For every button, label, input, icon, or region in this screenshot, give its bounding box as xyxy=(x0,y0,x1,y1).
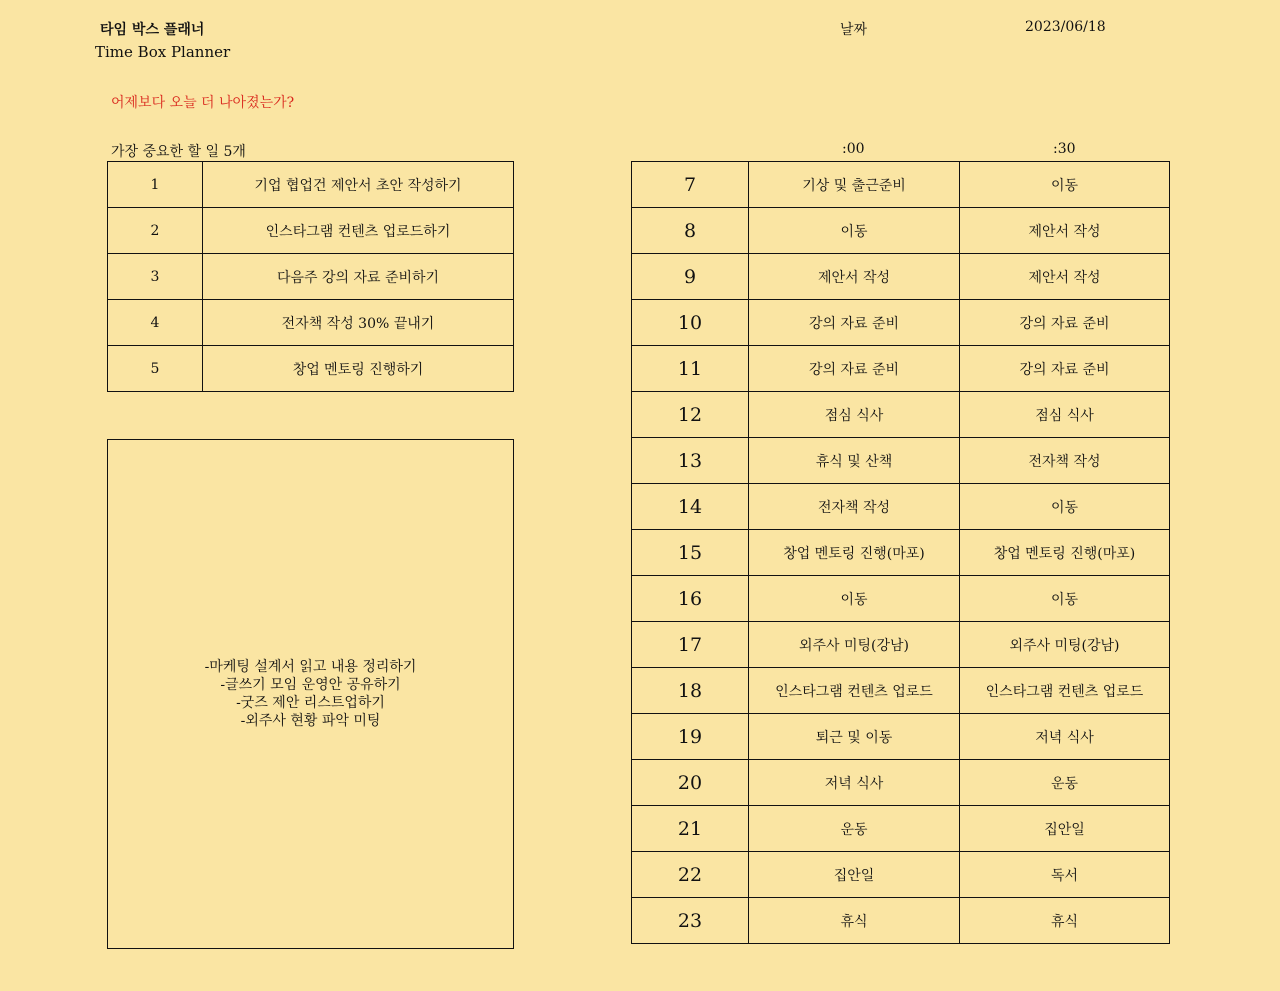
schedule-row xyxy=(632,300,1170,346)
schedule-slot-00[interactable]: 휴식 xyxy=(749,898,960,944)
schedule-slot-30[interactable]: 제안서 작성 xyxy=(960,208,1170,254)
schedule-hour: 12 xyxy=(632,392,749,438)
schedule-slot-00[interactable]: 운동 xyxy=(749,806,960,852)
schedule-table xyxy=(631,161,1170,944)
top5-task[interactable]: 다음주 강의 자료 준비하기 xyxy=(203,254,514,300)
schedule-slot-30[interactable]: 전자책 작성 xyxy=(960,438,1170,484)
top5-table xyxy=(107,161,514,392)
schedule-slot-00[interactable]: 이동 xyxy=(749,208,960,254)
top5-number: 3 xyxy=(108,254,203,300)
schedule-slot-30[interactable]: 점심 식사 xyxy=(960,392,1170,438)
top5-number: 1 xyxy=(108,162,203,208)
schedule-hour: 13 xyxy=(632,438,749,484)
schedule-slot-30[interactable]: 독서 xyxy=(960,852,1170,898)
schedule-hour: 19 xyxy=(632,714,749,760)
schedule-slot-30[interactable]: 운동 xyxy=(960,760,1170,806)
memo-line: -외주사 현황 파악 미팅 xyxy=(240,713,381,729)
schedule-hour: 8 xyxy=(632,208,749,254)
schedule-hour: 23 xyxy=(632,898,749,944)
motto: 어제보다 오늘 더 나아졌는가? xyxy=(111,95,295,111)
memo-line: -마케팅 설계서 읽고 내용 정리하기 xyxy=(204,659,417,675)
schedule-slot-30[interactable]: 창업 멘토링 진행(마포) xyxy=(960,530,1170,576)
top5-task[interactable]: 기업 협업건 제안서 초안 작성하기 xyxy=(203,162,514,208)
memo-line: -굿즈 제안 리스트업하기 xyxy=(236,695,385,711)
schedule-slot-30[interactable]: 휴식 xyxy=(960,898,1170,944)
top5-row xyxy=(108,254,514,300)
schedule-slot-00[interactable]: 창업 멘토링 진행(마포) xyxy=(749,530,960,576)
schedule-slot-00[interactable]: 이동 xyxy=(749,576,960,622)
top5-task[interactable]: 창업 멘토링 진행하기 xyxy=(203,346,514,392)
schedule-row xyxy=(632,162,1170,208)
date-value: 2023/06/18 xyxy=(1025,19,1106,35)
schedule-hour: 14 xyxy=(632,484,749,530)
schedule-slot-30[interactable]: 강의 자료 준비 xyxy=(960,300,1170,346)
schedule-slot-00[interactable]: 기상 및 출근준비 xyxy=(749,162,960,208)
schedule-slot-00[interactable]: 저녁 식사 xyxy=(749,760,960,806)
schedule-row xyxy=(632,438,1170,484)
schedule-slot-00[interactable]: 점심 식사 xyxy=(749,392,960,438)
schedule-slot-00[interactable]: 집안일 xyxy=(749,852,960,898)
top5-row xyxy=(108,300,514,346)
schedule-hour: 10 xyxy=(632,300,749,346)
top5-task[interactable]: 전자책 작성 30% 끝내기 xyxy=(203,300,514,346)
schedule-row xyxy=(632,622,1170,668)
schedule-slot-00[interactable]: 외주사 미팅(강남) xyxy=(749,622,960,668)
top5-number: 2 xyxy=(108,208,203,254)
schedule-slot-30[interactable]: 집안일 xyxy=(960,806,1170,852)
schedule-slot-00[interactable]: 제안서 작성 xyxy=(749,254,960,300)
schedule-row xyxy=(632,254,1170,300)
col-00-label: :00 xyxy=(842,141,865,157)
schedule-hour: 17 xyxy=(632,622,749,668)
top5-number: 5 xyxy=(108,346,203,392)
top5-number: 4 xyxy=(108,300,203,346)
top5-row xyxy=(108,208,514,254)
schedule-row xyxy=(632,714,1170,760)
schedule-hour: 21 xyxy=(632,806,749,852)
schedule-hour: 15 xyxy=(632,530,749,576)
schedule-row xyxy=(632,530,1170,576)
schedule-slot-30[interactable]: 저녁 식사 xyxy=(960,714,1170,760)
schedule-slot-00[interactable]: 퇴근 및 이동 xyxy=(749,714,960,760)
schedule-row xyxy=(632,898,1170,944)
schedule-slot-30[interactable]: 강의 자료 준비 xyxy=(960,346,1170,392)
schedule-row xyxy=(632,852,1170,898)
schedule-hour: 22 xyxy=(632,852,749,898)
schedule-row xyxy=(632,392,1170,438)
schedule-row xyxy=(632,760,1170,806)
schedule-slot-30[interactable]: 이동 xyxy=(960,162,1170,208)
schedule-row xyxy=(632,346,1170,392)
top5-heading: 가장 중요한 할 일 5개 xyxy=(111,144,246,160)
schedule-slot-30[interactable]: 이동 xyxy=(960,484,1170,530)
memo-line: -글쓰기 모임 운영안 공유하기 xyxy=(220,677,401,693)
schedule-slot-00[interactable]: 강의 자료 준비 xyxy=(749,346,960,392)
schedule-hour: 7 xyxy=(632,162,749,208)
schedule-hour: 11 xyxy=(632,346,749,392)
schedule-hour: 18 xyxy=(632,668,749,714)
schedule-row xyxy=(632,668,1170,714)
schedule-hour: 9 xyxy=(632,254,749,300)
schedule-hour: 20 xyxy=(632,760,749,806)
top5-task[interactable]: 인스타그램 컨텐츠 업로드하기 xyxy=(203,208,514,254)
date-label: 날짜 xyxy=(840,22,868,38)
schedule-slot-30[interactable]: 제안서 작성 xyxy=(960,254,1170,300)
schedule-slot-30[interactable]: 외주사 미팅(강남) xyxy=(960,622,1170,668)
schedule-slot-30[interactable]: 인스타그램 컨텐츠 업로드 xyxy=(960,668,1170,714)
schedule-slot-00[interactable]: 인스타그램 컨텐츠 업로드 xyxy=(749,668,960,714)
schedule-slot-00[interactable]: 강의 자료 준비 xyxy=(749,300,960,346)
schedule-row xyxy=(632,484,1170,530)
top5-row xyxy=(108,346,514,392)
schedule-slot-00[interactable]: 휴식 및 산책 xyxy=(749,438,960,484)
schedule-slot-00[interactable]: 전자책 작성 xyxy=(749,484,960,530)
top5-row xyxy=(108,162,514,208)
title-ko: 타임 박스 플래너 xyxy=(100,22,205,38)
schedule-row xyxy=(632,576,1170,622)
schedule-hour: 16 xyxy=(632,576,749,622)
schedule-row xyxy=(632,208,1170,254)
col-30-label: :30 xyxy=(1053,141,1076,157)
memo-box[interactable] xyxy=(107,439,514,949)
schedule-slot-30[interactable]: 이동 xyxy=(960,576,1170,622)
schedule-row xyxy=(632,806,1170,852)
title-en: Time Box Planner xyxy=(95,43,231,61)
